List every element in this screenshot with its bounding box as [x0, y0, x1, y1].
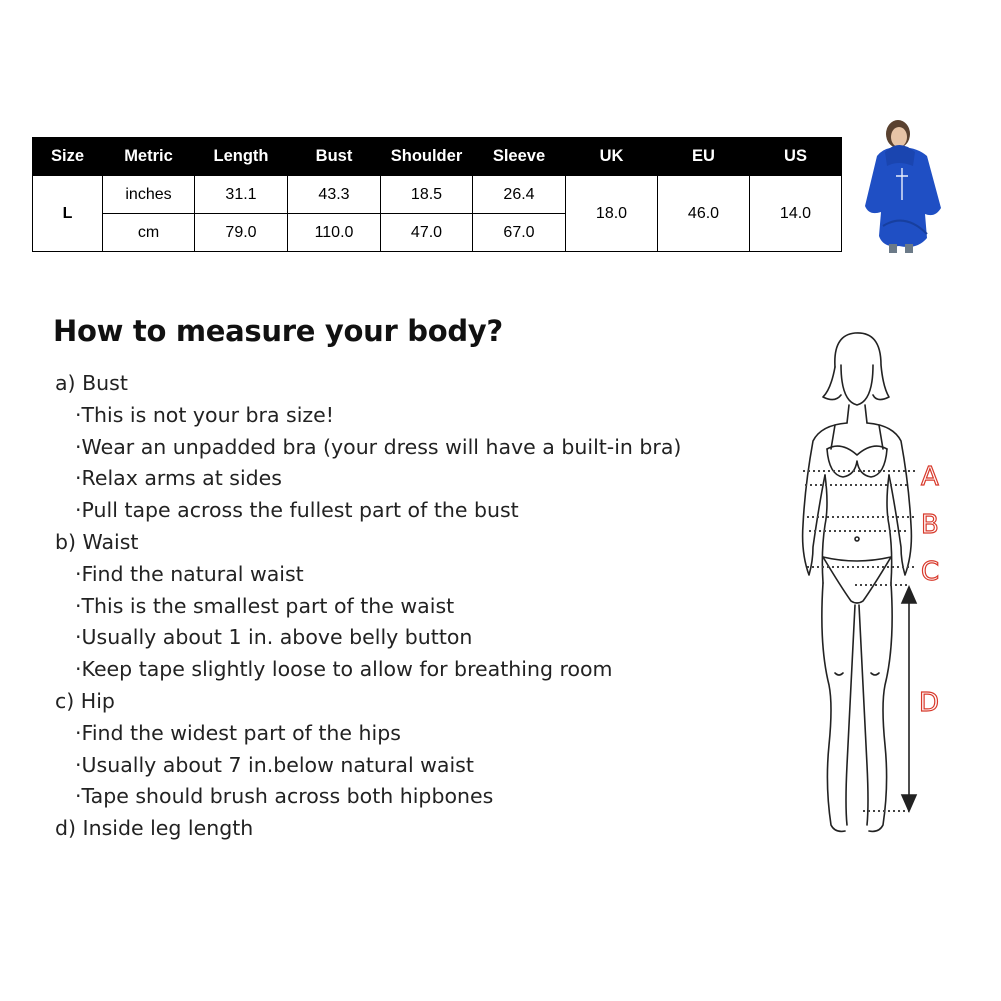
label-d: D	[919, 688, 940, 718]
sleeve-cell: 26.4	[473, 176, 566, 214]
inside-leg-arrow	[902, 587, 916, 811]
header-metric: Metric	[103, 138, 195, 176]
list-item: ·Usually about 7 in.below natural waist	[75, 752, 474, 777]
measure-instructions	[55, 368, 681, 845]
list-item: ·Find the widest part of the hips	[75, 720, 401, 745]
table-row	[33, 176, 842, 214]
header-us: US	[750, 138, 842, 176]
list-item: ·Keep tape slightly loose to allow for breathing room	[75, 657, 613, 682]
metric-cell: inches	[103, 176, 195, 214]
list-item: ·Find the natural waist	[75, 561, 304, 586]
list-item: ·Pull tape across the fullest part of the bust	[75, 498, 519, 523]
shoulder-cell: 47.0	[381, 214, 473, 252]
metric-cell: cm	[103, 214, 195, 252]
page-title: How to measure your body?	[53, 314, 503, 348]
label-a: A	[921, 462, 939, 492]
label-b: B	[921, 510, 939, 540]
list-item: ·Wear an unpadded bra (your dress will have a built-in bra)	[75, 434, 682, 459]
shoulder-cell: 18.5	[381, 176, 473, 214]
list-item: ·This is the smallest part of the waist	[75, 593, 455, 618]
table-header-row	[33, 138, 842, 176]
header-bust: Bust	[288, 138, 381, 176]
body-outline	[803, 333, 912, 832]
label-c: C	[921, 557, 940, 587]
section-label-inside-leg: d) Inside leg length	[55, 816, 254, 841]
header-size: Size	[33, 138, 103, 176]
bust-cell: 43.3	[288, 176, 381, 214]
header-length: Length	[195, 138, 288, 176]
list-item: ·Relax arms at sides	[75, 466, 282, 491]
product-photo	[855, 108, 960, 253]
eu-cell: 46.0	[658, 176, 750, 252]
header-shoulder: Shoulder	[381, 138, 473, 176]
size-cell: L	[33, 176, 103, 252]
section-label-waist: b) Waist	[55, 529, 139, 554]
header-sleeve: Sleeve	[473, 138, 566, 176]
us-cell: 14.0	[750, 176, 842, 252]
size-table	[32, 137, 842, 252]
list-item: ·This is not your bra size!	[75, 402, 335, 427]
section-label-hip: c) Hip	[55, 688, 115, 713]
length-cell: 31.1	[195, 176, 288, 214]
header-eu: EU	[658, 138, 750, 176]
body-measurement-figure	[785, 325, 960, 860]
list-item: ·Tape should brush across both hipbones	[75, 784, 494, 809]
bust-cell: 110.0	[288, 214, 381, 252]
section-label-bust: a) Bust	[55, 371, 128, 395]
list-item: ·Usually about 1 in. above belly button	[75, 625, 473, 650]
header-uk: UK	[566, 138, 658, 176]
uk-cell: 18.0	[566, 176, 658, 252]
length-cell: 79.0	[195, 214, 288, 252]
measurement-lines	[803, 471, 915, 811]
sleeve-cell: 67.0	[473, 214, 566, 252]
measure-letters	[919, 462, 939, 718]
